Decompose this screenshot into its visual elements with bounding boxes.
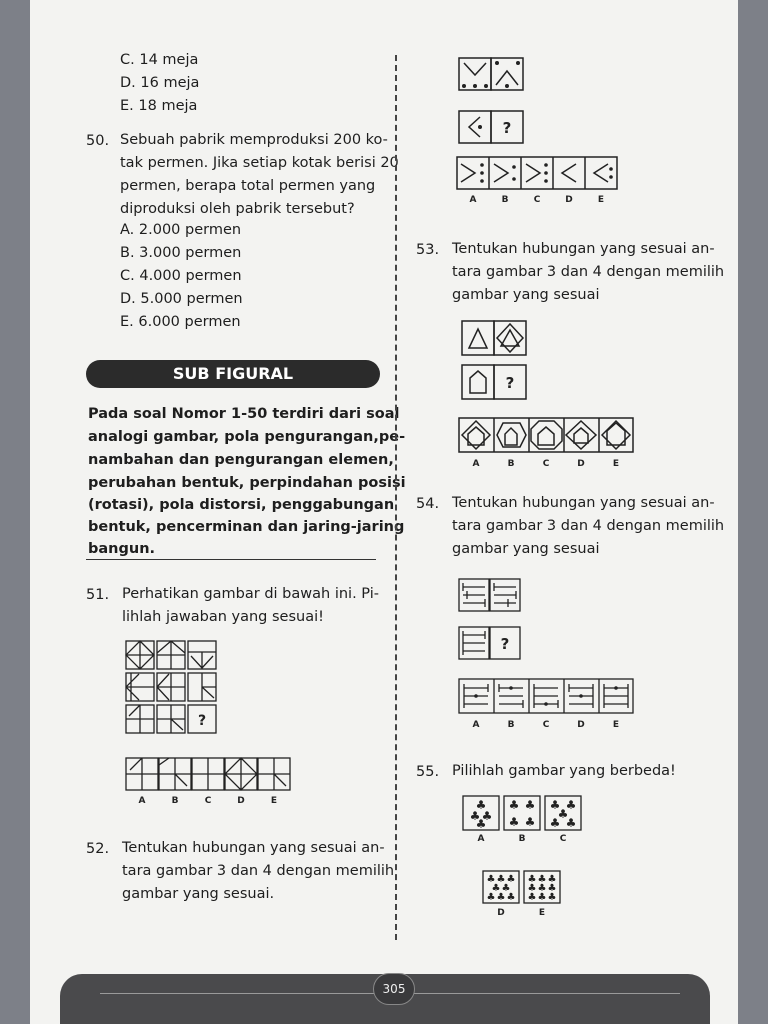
q52-line-3: gambar yang sesuai. <box>122 886 275 902</box>
svg-text:♣: ♣ <box>537 892 547 903</box>
q53-pair-2 <box>461 364 529 402</box>
svg-text:♣: ♣ <box>506 892 516 903</box>
q50-line-1: Sebuah pabrik memproduksi 200 ko- <box>120 132 388 148</box>
q54-letter-b: B <box>507 720 515 730</box>
svg-text:♣: ♣ <box>537 874 547 885</box>
q51-question-figure <box>125 640 225 738</box>
svg-text:♣: ♣ <box>527 883 537 894</box>
q54-letter-a: A <box>472 720 480 730</box>
q52-letter-d: D <box>565 195 573 205</box>
intro-line-4: perubahan bentuk, perpindahan posisi <box>88 475 406 491</box>
svg-text:♣: ♣ <box>527 892 537 903</box>
q53-letter-d: D <box>577 459 585 469</box>
page-number: 305 <box>373 973 415 1005</box>
q52-letter-e: E <box>597 195 605 205</box>
q51-line-2: lihlah jawaban yang sesuai! <box>122 609 324 625</box>
q50-option-b: B. 3.000 permen <box>120 245 242 261</box>
q50-line-4: diproduksi oleh pabrik tersebut? <box>120 201 355 217</box>
intro-line-1: Pada soal Nomor 1-50 terdiri dari soal <box>88 406 400 422</box>
section-title-banner: SUB FIGURAL <box>86 360 380 388</box>
book-page <box>30 0 738 1024</box>
svg-text:♣: ♣ <box>565 798 577 812</box>
q55-letter-a: A <box>477 834 485 844</box>
svg-text:♣: ♣ <box>527 874 537 885</box>
option-c: C. 14 meja <box>120 52 199 68</box>
q52-answer-options[interactable] <box>456 156 618 208</box>
q55-letter-c: C <box>559 834 567 844</box>
option-e: E. 18 meja <box>120 98 198 114</box>
q54-pair-2 <box>458 626 524 662</box>
svg-text:♣: ♣ <box>524 798 536 812</box>
svg-text:♣: ♣ <box>506 874 516 885</box>
q53-letter-c: C <box>542 459 550 469</box>
intro-line-3: nambahan dan pengurangan elemen, <box>88 452 394 468</box>
intro-line-5: (rotasi), pola distorsi, penggabungan <box>88 497 395 513</box>
question-55-number: 55. <box>416 764 440 780</box>
question-53-number: 53. <box>416 242 440 258</box>
question-50-number: 50. <box>86 133 110 149</box>
q54-answer-options[interactable] <box>458 678 636 732</box>
svg-text:♣: ♣ <box>565 816 577 830</box>
q50-option-e: E. 6.000 permen <box>120 314 241 330</box>
q50-option-c: C. 4.000 permen <box>120 268 242 284</box>
q51-answer-options[interactable] <box>125 757 297 807</box>
svg-text:♣: ♣ <box>469 809 481 823</box>
column-divider <box>395 55 397 940</box>
q50-option-a: A. 2.000 permen <box>120 222 242 238</box>
q52-letter-c: C <box>533 195 541 205</box>
svg-text:♣: ♣ <box>486 874 496 885</box>
q54-line-2: tara gambar 3 dan 4 dengan memilih <box>452 518 725 534</box>
q53-question-mark: ? <box>505 374 515 392</box>
q53-line-3: gambar yang sesuai <box>452 287 600 303</box>
svg-text:♣: ♣ <box>508 815 520 829</box>
option-d: D. 16 meja <box>120 75 200 91</box>
q53-line-1: Tentukan hubungan yang sesuai an- <box>452 241 715 257</box>
q52-pair-2 <box>458 110 526 146</box>
svg-text:♣: ♣ <box>491 883 501 894</box>
intro-line-2: analogi gambar, pola pengurangan,pe- <box>88 429 406 445</box>
svg-text:♣: ♣ <box>549 816 561 830</box>
q53-pair-1 <box>461 320 529 358</box>
svg-text:♣: ♣ <box>481 809 493 823</box>
svg-text:♣: ♣ <box>501 883 511 894</box>
q54-letter-c: C <box>542 720 550 730</box>
q52-letter-b: B <box>501 195 509 205</box>
q51-letter-a: A <box>138 796 146 806</box>
svg-text:♣: ♣ <box>475 817 487 831</box>
q52-line-1: Tentukan hubungan yang sesuai an- <box>122 840 385 856</box>
q53-answer-options[interactable] <box>458 417 636 471</box>
svg-text:♣: ♣ <box>496 874 506 885</box>
q52-letter-a: A <box>469 195 477 205</box>
intro-line-6: bentuk, pencerminan dan jaring-jaring <box>88 519 405 535</box>
svg-text:♣: ♣ <box>486 892 496 903</box>
svg-text:♣: ♣ <box>549 798 561 812</box>
q51-letter-d: D <box>237 796 245 806</box>
q55-line-1: Pilihlah gambar yang berbeda! <box>452 763 676 779</box>
q53-letter-b: B <box>507 459 515 469</box>
q55-options-de[interactable] <box>482 870 564 920</box>
svg-text:♣: ♣ <box>475 798 487 812</box>
svg-text:♣: ♣ <box>537 883 547 894</box>
svg-text:♣: ♣ <box>508 798 520 812</box>
q53-letter-e: E <box>612 459 620 469</box>
q51-letter-e: E <box>270 796 278 806</box>
q52-question-mark: ? <box>502 119 512 137</box>
q54-letter-d: D <box>577 720 585 730</box>
svg-text:♣: ♣ <box>547 874 557 885</box>
question-54-number: 54. <box>416 496 440 512</box>
q54-letter-e: E <box>612 720 620 730</box>
svg-text:♣: ♣ <box>547 892 557 903</box>
intro-underline <box>86 559 376 560</box>
q55-options-abc[interactable] <box>462 795 582 847</box>
q55-letter-b: B <box>518 834 526 844</box>
q51-letter-c: C <box>204 796 212 806</box>
question-51-number: 51. <box>86 587 110 603</box>
q54-line-1: Tentukan hubungan yang sesuai an- <box>452 495 715 511</box>
question-52-number: 52. <box>86 841 110 857</box>
q54-line-3: gambar yang sesuai <box>452 541 600 557</box>
q51-question-mark: ? <box>197 713 207 729</box>
q52-line-2: tara gambar 3 dan 4 dengan memilih <box>122 863 395 879</box>
q50-line-3: permen, berapa total permen yang <box>120 178 376 194</box>
q52-pair-1 <box>458 57 526 93</box>
q54-question-mark: ? <box>500 635 510 653</box>
q51-letter-b: B <box>171 796 179 806</box>
q53-letter-a: A <box>472 459 480 469</box>
q55-letter-d: D <box>497 908 505 918</box>
svg-text:♣: ♣ <box>524 815 536 829</box>
svg-text:♣: ♣ <box>557 807 569 821</box>
q55-letter-e: E <box>538 908 546 918</box>
q53-line-2: tara gambar 3 dan 4 dengan memilih <box>452 264 725 280</box>
svg-text:♣: ♣ <box>496 892 506 903</box>
svg-text:♣: ♣ <box>547 883 557 894</box>
intro-line-7: bangun. <box>88 541 156 557</box>
q51-line-1: Perhatikan gambar di bawah ini. Pi- <box>122 586 379 602</box>
q50-line-2: tak permen. Jika setiap kotak berisi 20 <box>120 155 399 171</box>
q50-option-d: D. 5.000 permen <box>120 291 243 307</box>
q54-pair-1 <box>458 578 524 614</box>
